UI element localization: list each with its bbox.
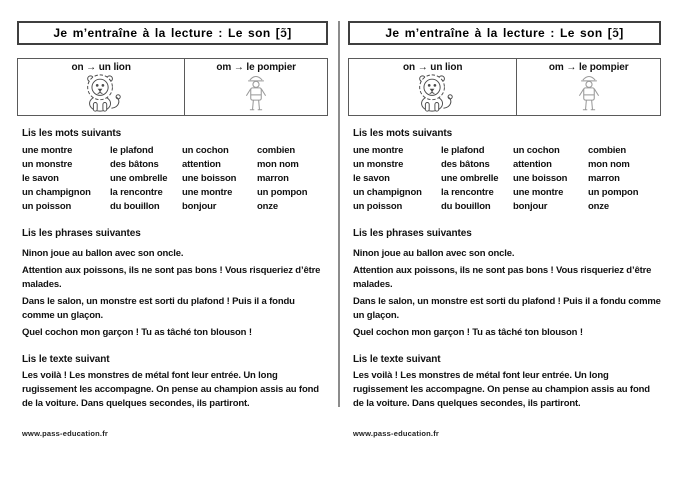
word-item: attention — [182, 159, 221, 170]
footer-url: www.pass-education.fr — [353, 429, 440, 438]
sound-on-label: on → un lion — [403, 62, 463, 73]
word-item: un champignon — [353, 187, 422, 198]
sound-examples-table — [348, 58, 661, 116]
word-item: un pompon — [588, 187, 639, 198]
word-item: le savon — [353, 173, 390, 184]
reading-text: Les voilà ! Les monstres de métal font leur entrée. Un long rugissement les accompagne. On pense au champion assis au fond de la voiture. Dans quelques secondes, ils partiront. — [353, 370, 650, 409]
word-item: du bouillon — [110, 201, 160, 212]
word-item: un cochon — [182, 145, 229, 156]
word-item: le plafond — [110, 145, 154, 156]
lion-icon — [410, 73, 456, 113]
firefighter-icon — [576, 73, 602, 115]
word-item: une boisson — [182, 173, 237, 184]
lion-icon — [78, 73, 124, 113]
word-item: onze — [588, 201, 610, 212]
sound-on-label: on → un lion — [71, 62, 131, 73]
words-section-heading: Lis les mots suivants — [22, 128, 122, 139]
phrase: Dans le salon, un monstre est sorti du plafond ! Puis il a fondu comme un glaçon. — [353, 296, 661, 321]
word-item: une ombrelle — [441, 173, 499, 184]
word-item: mon nom — [588, 159, 630, 170]
words-section-heading: Lis les mots suivants — [353, 128, 453, 139]
words-grid — [17, 144, 328, 214]
word-item: onze — [257, 201, 279, 212]
sound-examples-table — [17, 58, 328, 116]
footer-url: www.pass-education.fr — [22, 429, 109, 438]
worksheet-copy-right — [340, 0, 680, 480]
word-item: bonjour — [182, 201, 217, 212]
word-item: mon nom — [257, 159, 299, 170]
reading-text: Les voilà ! Les monstres de métal font leur entrée. Un long rugissement les accompagne. On pense au champion assis au fond de la voiture. Dans quelques secondes, ils partiront. — [22, 370, 319, 409]
word-item: une montre — [353, 145, 404, 156]
word-item: bonjour — [513, 201, 548, 212]
word-item: des bâtons — [441, 159, 490, 170]
phrase: Dans le salon, un monstre est sorti du plafond ! Puis il a fondu comme un glaçon. — [22, 296, 295, 321]
word-item: marron — [588, 173, 620, 184]
word-item: combien — [588, 145, 627, 156]
phrases-section-heading: Lis les phrases suivantes — [353, 228, 472, 239]
word-item: attention — [513, 159, 552, 170]
word-item: un champignon — [22, 187, 91, 198]
text-section-heading: Lis le texte suivant — [22, 354, 110, 365]
word-item: la rencontre — [110, 187, 163, 198]
phrase: Quel cochon mon garçon ! Tu as tâché ton blouson ! — [353, 327, 583, 338]
title-box — [348, 21, 661, 45]
phrase: Attention aux poissons, ils ne sont pas bons ! Vous risqueriez d’être malades. — [353, 265, 652, 290]
worksheet-sheet — [17, 0, 328, 411]
word-item: combien — [257, 145, 296, 156]
word-item: un poisson — [22, 201, 72, 212]
worksheet-sheet — [348, 0, 661, 411]
phrase: Attention aux poissons, ils ne sont pas bons ! Vous risqueriez d’être malades. — [22, 265, 321, 290]
page-title: Je m’entraîne à la lecture : Le son [ɔ̃] — [385, 26, 624, 40]
sound-om-label: om → le pompier — [548, 62, 629, 73]
word-item: une boisson — [513, 173, 568, 184]
sound-om-label: om → le pompier — [216, 62, 296, 73]
word-item: une ombrelle — [110, 173, 168, 184]
sound-cell-on — [18, 59, 185, 115]
page-title: Je m’entraîne à la lecture : Le son [ɔ̃] — [53, 26, 292, 40]
phrase: Quel cochon mon garçon ! Tu as tâché ton blouson ! — [22, 327, 252, 338]
phrase: Ninon joue au ballon avec son oncle. — [22, 248, 184, 259]
word-item: un poisson — [353, 201, 403, 212]
word-item: un monstre — [353, 159, 404, 170]
word-item: une montre — [513, 187, 564, 198]
text-section-heading: Lis le texte suivant — [353, 354, 441, 365]
sound-cell-om — [517, 59, 660, 115]
sound-cell-on — [349, 59, 517, 115]
title-box — [17, 21, 328, 45]
word-item: des bâtons — [110, 159, 159, 170]
word-item: la rencontre — [441, 187, 494, 198]
word-item: un pompon — [257, 187, 308, 198]
words-grid — [348, 144, 661, 214]
word-item: un monstre — [22, 159, 73, 170]
firefighter-icon — [243, 73, 269, 115]
phrases-section-heading: Lis les phrases suivantes — [22, 228, 141, 239]
sound-cell-om — [185, 59, 327, 115]
word-item: le plafond — [441, 145, 485, 156]
word-item: une montre — [22, 145, 73, 156]
word-item: une montre — [182, 187, 233, 198]
phrase: Ninon joue au ballon avec son oncle. — [353, 248, 515, 259]
word-item: un cochon — [513, 145, 560, 156]
word-item: marron — [257, 173, 289, 184]
word-item: le savon — [22, 173, 59, 184]
word-item: du bouillon — [441, 201, 491, 212]
